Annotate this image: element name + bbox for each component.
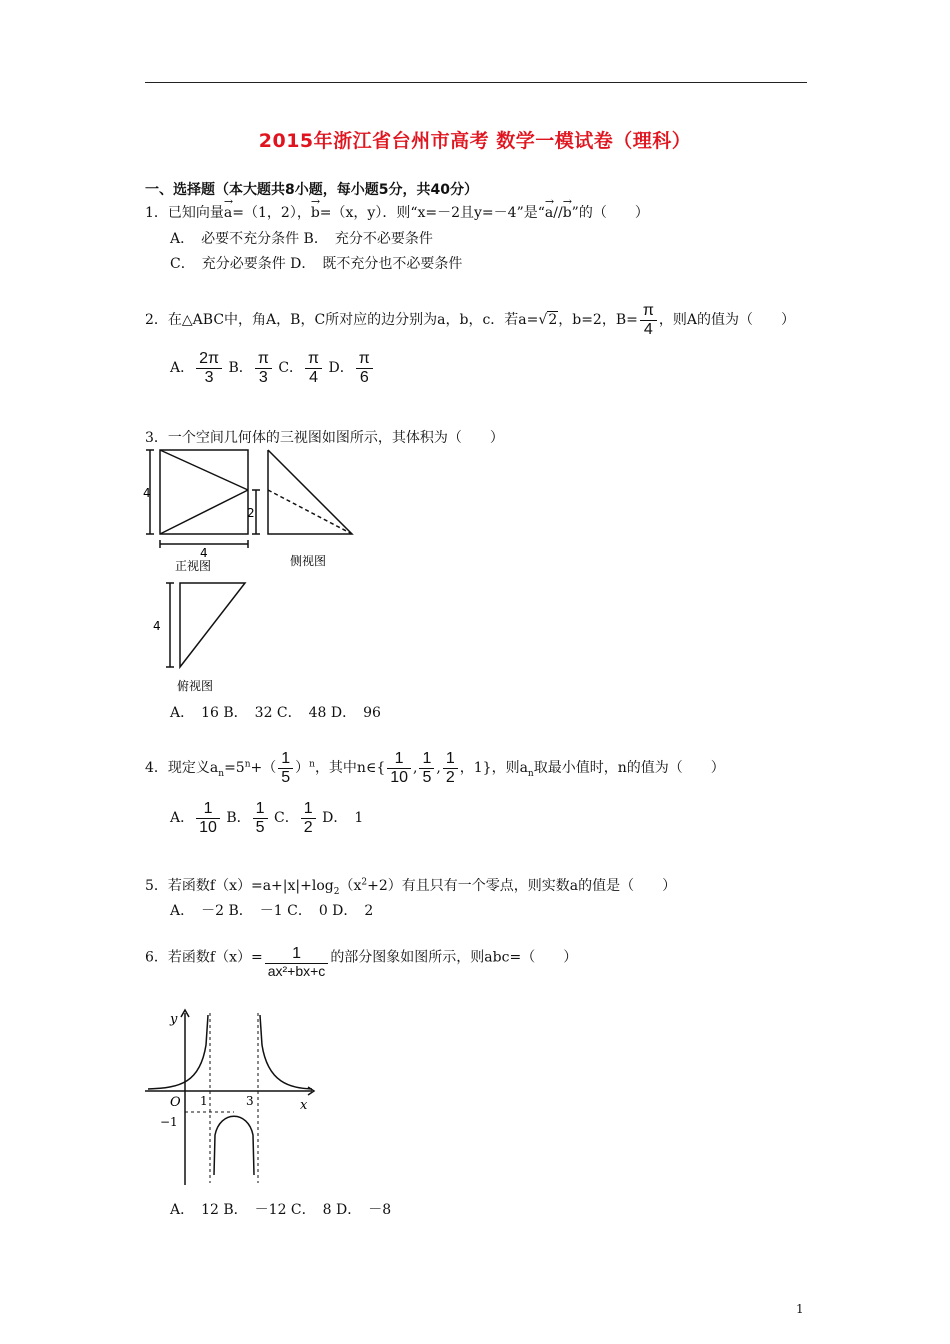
q2-options: A． $\frac{2\pi}{3}$ B． $\frac{\pi}{3}$ C． $\frac{\pi}{4}$ D． $\frac{\pi}{6}$ <box>170 350 375 386</box>
front-view-outline <box>160 450 248 534</box>
fraction: $\frac{\pi}{4}$ <box>640 302 657 338</box>
curve-right <box>260 1015 312 1089</box>
tick-label: 1 <box>200 1094 208 1108</box>
dim-label: 4 <box>153 619 161 633</box>
q5-options: A． －2 B． －1 C． 0 D． 2 <box>170 903 374 919</box>
q1-options-ab: A． 必要不充分条件 B． 充分不必要条件 <box>170 231 433 247</box>
top-view-label: 俯视图 <box>177 679 214 693</box>
section-heading: 一、选择题（本大题共8小题，每小题5分，共40分） <box>145 182 478 198</box>
vector-a: → a <box>224 205 232 221</box>
tick-label: −1 <box>160 1115 178 1129</box>
q4-options: A． $\frac{1}{10}$ B． $\frac{1}{5}$ C． $\frac{1}{2}$ D． 1 <box>170 800 364 836</box>
dim-label: 4 <box>200 546 208 560</box>
q3-options: A． 16 B． 32 C． 48 D． 96 <box>170 705 381 721</box>
three-view-figure <box>140 445 370 695</box>
tick-label: 3 <box>246 1094 254 1108</box>
side-view-outline <box>268 450 352 534</box>
curve-left <box>148 1015 208 1089</box>
side-view-label: 侧视图 <box>290 554 327 568</box>
question-2: 2．在△ABC中，角A，B，C所对应的边分别为a，b，c．若a=√2，b=2，B= $\frac{\pi}{4}$ ，则A的值为（ ） <box>145 302 796 338</box>
question-4: 4．现定义$a_n=5^n+$（ $\frac{1}{5}$ ）$^n$，其中n∈{ $\frac{1}{10}$ , $\frac{1}{5}$ , $\frac{1}{2}$ ，1}，则$a_n$取最小值时，n的值为（ ） <box>145 750 725 786</box>
dim-label: 2 <box>247 506 255 520</box>
top-view-outline <box>180 583 245 667</box>
curve-middle <box>214 1116 254 1175</box>
q1-options-cd: C． 充分必要条件 D． 既不充分也不必要条件 <box>170 256 463 272</box>
question-5: 5．若函数$f(x)=a+|x|+\log_2(x^2+2)$有且只有一个零点，则实数a的值是（ ） <box>145 877 677 897</box>
vector-b: → b <box>311 205 320 221</box>
question-6: 6．若函数f（x）= $\frac{1}{\text{ax²+bx+c}}$ 的部分图象如图所示，则abc=（ ） <box>145 945 578 979</box>
page-title: 2015年浙江省台州市高考 数学一模试卷（理科） <box>258 130 692 152</box>
question-1: 1．已知向量→ a=（1，2），→ b=（x，y）．则“x=－2且y=－4”是“→ a//→ b”的（ ） <box>145 202 649 222</box>
origin-label: O <box>170 1095 181 1110</box>
dim-label: 4 <box>143 486 151 500</box>
question-3: 3．一个空间几何体的三视图如图所示，其体积为（ ） <box>145 430 504 446</box>
function-graph <box>140 1005 325 1190</box>
header-rule <box>145 82 807 83</box>
front-view-label: 正视图 <box>175 559 212 573</box>
y-axis-label: y <box>170 1012 178 1027</box>
q6-options: A． 12 B． －12 C． 8 D． －8 <box>170 1202 392 1218</box>
x-axis-label: x <box>300 1098 308 1113</box>
page-number: 1 <box>796 1302 804 1316</box>
